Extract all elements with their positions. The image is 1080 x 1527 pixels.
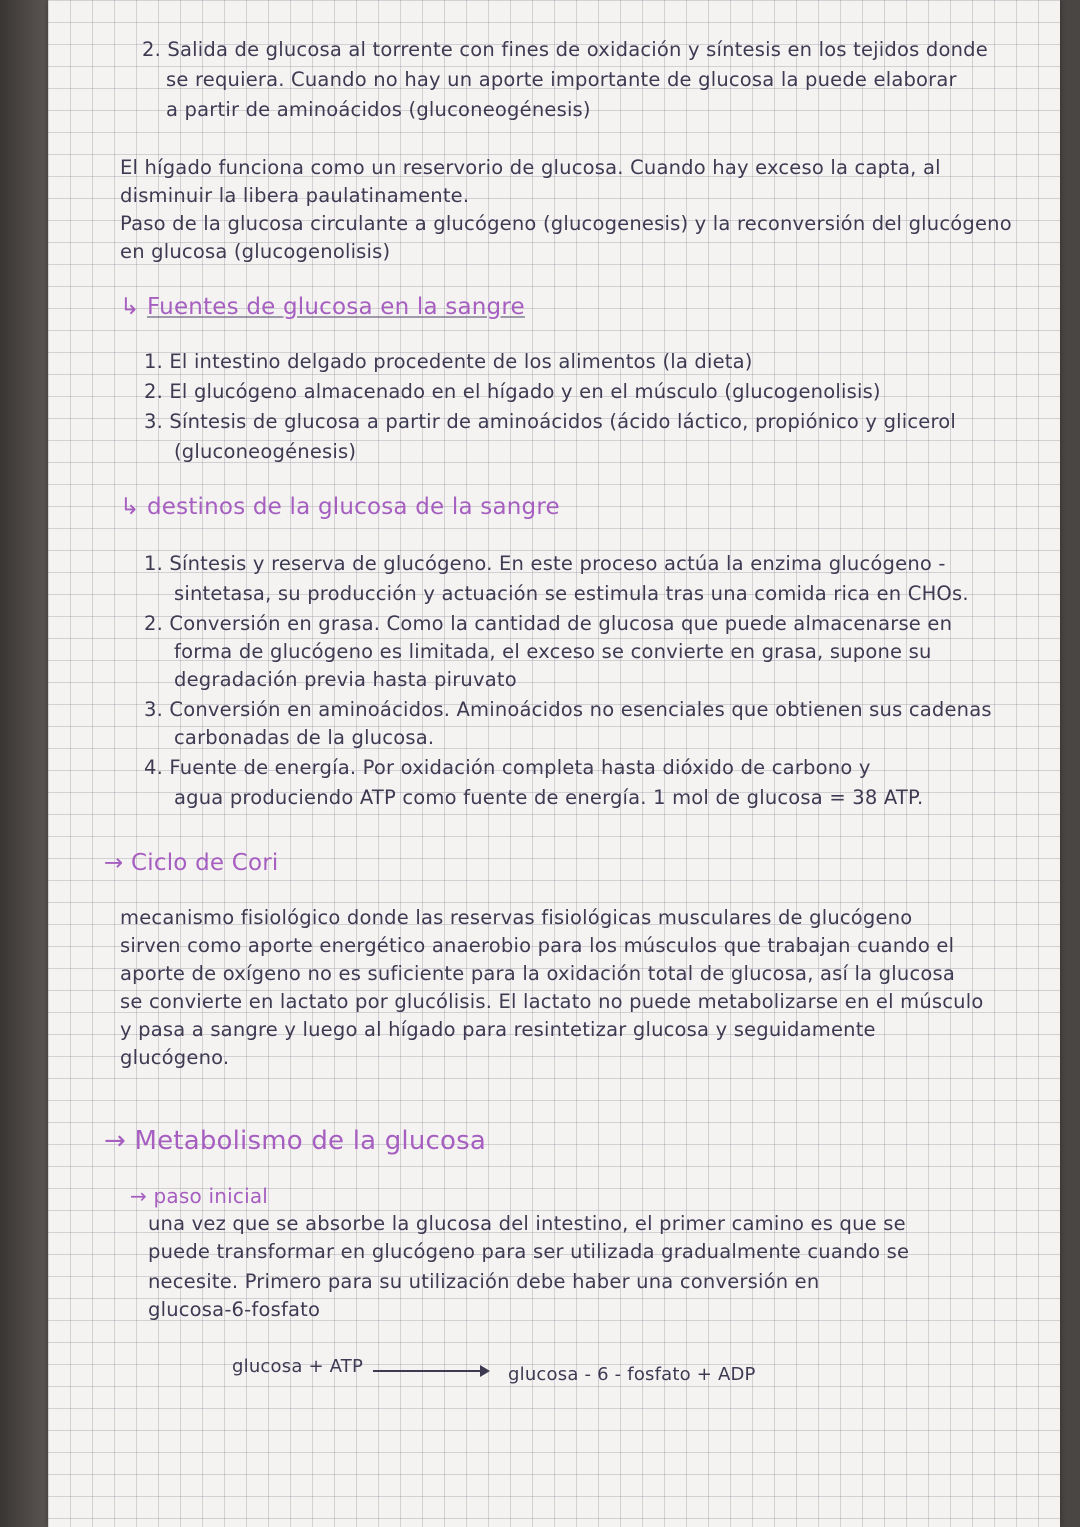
reaction-arrow-icon (373, 1370, 488, 1372)
sub-arrow-icon: ↳ (120, 294, 140, 320)
text-line: aporte de oxígeno no es suficiente para la oxidación total de glucosa, así la glucosa (120, 962, 955, 985)
list-item: 3. Conversión en aminoácidos. Aminoácidos no esenciales que obtienen sus cadenas (144, 698, 992, 721)
list-item: 2. El glucógeno almacenado en el hígado y en el músculo (glucogenolisis) (144, 380, 881, 403)
list-item: carbonadas de la glucosa. (174, 726, 435, 749)
arrow-icon: → (104, 1126, 126, 1156)
list-item: 4. Fuente de energía. Por oxidación completa hasta dióxido de carbono y (144, 756, 871, 779)
list-item: agua produciendo ATP como fuente de energía. 1 mol de glucosa = 38 ATP. (174, 786, 924, 809)
section-heading-ciclo (104, 850, 279, 876)
text-line: se convierte en lactato por glucólisis. El lactato no puede metabolizarse en el músculo (120, 990, 984, 1013)
notebook-page (48, 0, 1060, 1527)
text-line: disminuir la libera paulatinamente. (120, 184, 470, 207)
list-item: 1. Síntesis y reserva de glucógeno. En este proceso actúa la enzima glucógeno - (144, 552, 946, 575)
text-line: mecanismo fisiológico donde las reservas fisiológicas musculares de glucógeno (120, 906, 913, 929)
text-line: glucosa-6-fosfato (148, 1298, 321, 1321)
subsection-heading-paso (130, 1184, 268, 1208)
list-item: degradación previa hasta piruvato (174, 668, 517, 691)
text-line: en glucosa (glucogenolisis) (120, 240, 391, 263)
text-line: a partir de aminoácidos (gluconeogénesis) (166, 98, 591, 121)
heading-text: Fuentes de glucosa en la sangre (147, 294, 525, 320)
list-item: 3. Síntesis de glucosa a partir de aminoácidos (ácido láctico, propiónico y glicerol (144, 410, 957, 433)
equation-left: glucosa + ATP (232, 1356, 364, 1377)
section-heading-destinos (120, 494, 560, 520)
sub-arrow-icon: ↳ (120, 494, 140, 520)
list-item: forma de glucógeno es limitada, el exceso se convierte en grasa, supone su (174, 640, 932, 663)
heading-text: Metabolismo de la glucosa (134, 1126, 486, 1156)
list-item: 2. Conversión en grasa. Como la cantidad de glucosa que puede almacenarse en (144, 612, 953, 635)
section-heading-fuentes (120, 294, 525, 320)
list-item: 1. El intestino delgado procedente de los alimentos (la dieta) (144, 350, 753, 373)
heading-text: Ciclo de Cori (131, 850, 279, 876)
text-line: una vez que se absorbe la glucosa del intestino, el primer camino es que se (148, 1212, 906, 1235)
list-item: sintetasa, su producción y actuación se estimula tras una comida rica en CHOs. (174, 582, 969, 605)
equation-right: glucosa - 6 - fosfato + ADP (508, 1364, 756, 1385)
text-line: se requiera. Cuando no hay un aporte importante de glucosa la puede elaborar (166, 68, 957, 91)
text-line: El hígado funciona como un reservorio de glucosa. Cuando hay exceso la capta, al (120, 156, 941, 179)
text-line: glucógeno. (120, 1046, 230, 1069)
heading-text: destinos de la glucosa de la sangre (147, 494, 560, 520)
text-line: necesite. Primero para su utilización debe haber una conversión en (148, 1270, 820, 1293)
text-line: 2. Salida de glucosa al torrente con fines de oxidación y síntesis en los tejidos donde (142, 38, 988, 61)
section-heading-metabolismo (104, 1126, 486, 1156)
arrow-icon: → (130, 1184, 147, 1208)
list-item: (gluconeogénesis) (174, 440, 357, 463)
text-line: sirven como aporte energético anaerobio para los músculos que trabajan cuando el (120, 934, 955, 957)
arrow-icon: → (104, 850, 124, 876)
text-line: puede transformar en glucógeno para ser utilizada gradualmente cuando se (148, 1240, 910, 1263)
heading-text: paso inicial (153, 1184, 269, 1208)
text-line: y pasa a sangre y luego al hígado para resintetizar glucosa y seguidamente (120, 1018, 876, 1041)
text-line: Paso de la glucosa circulante a glucógeno (glucogenesis) y la reconversión del glucógeno (120, 212, 1012, 235)
desk-background (0, 0, 48, 1527)
